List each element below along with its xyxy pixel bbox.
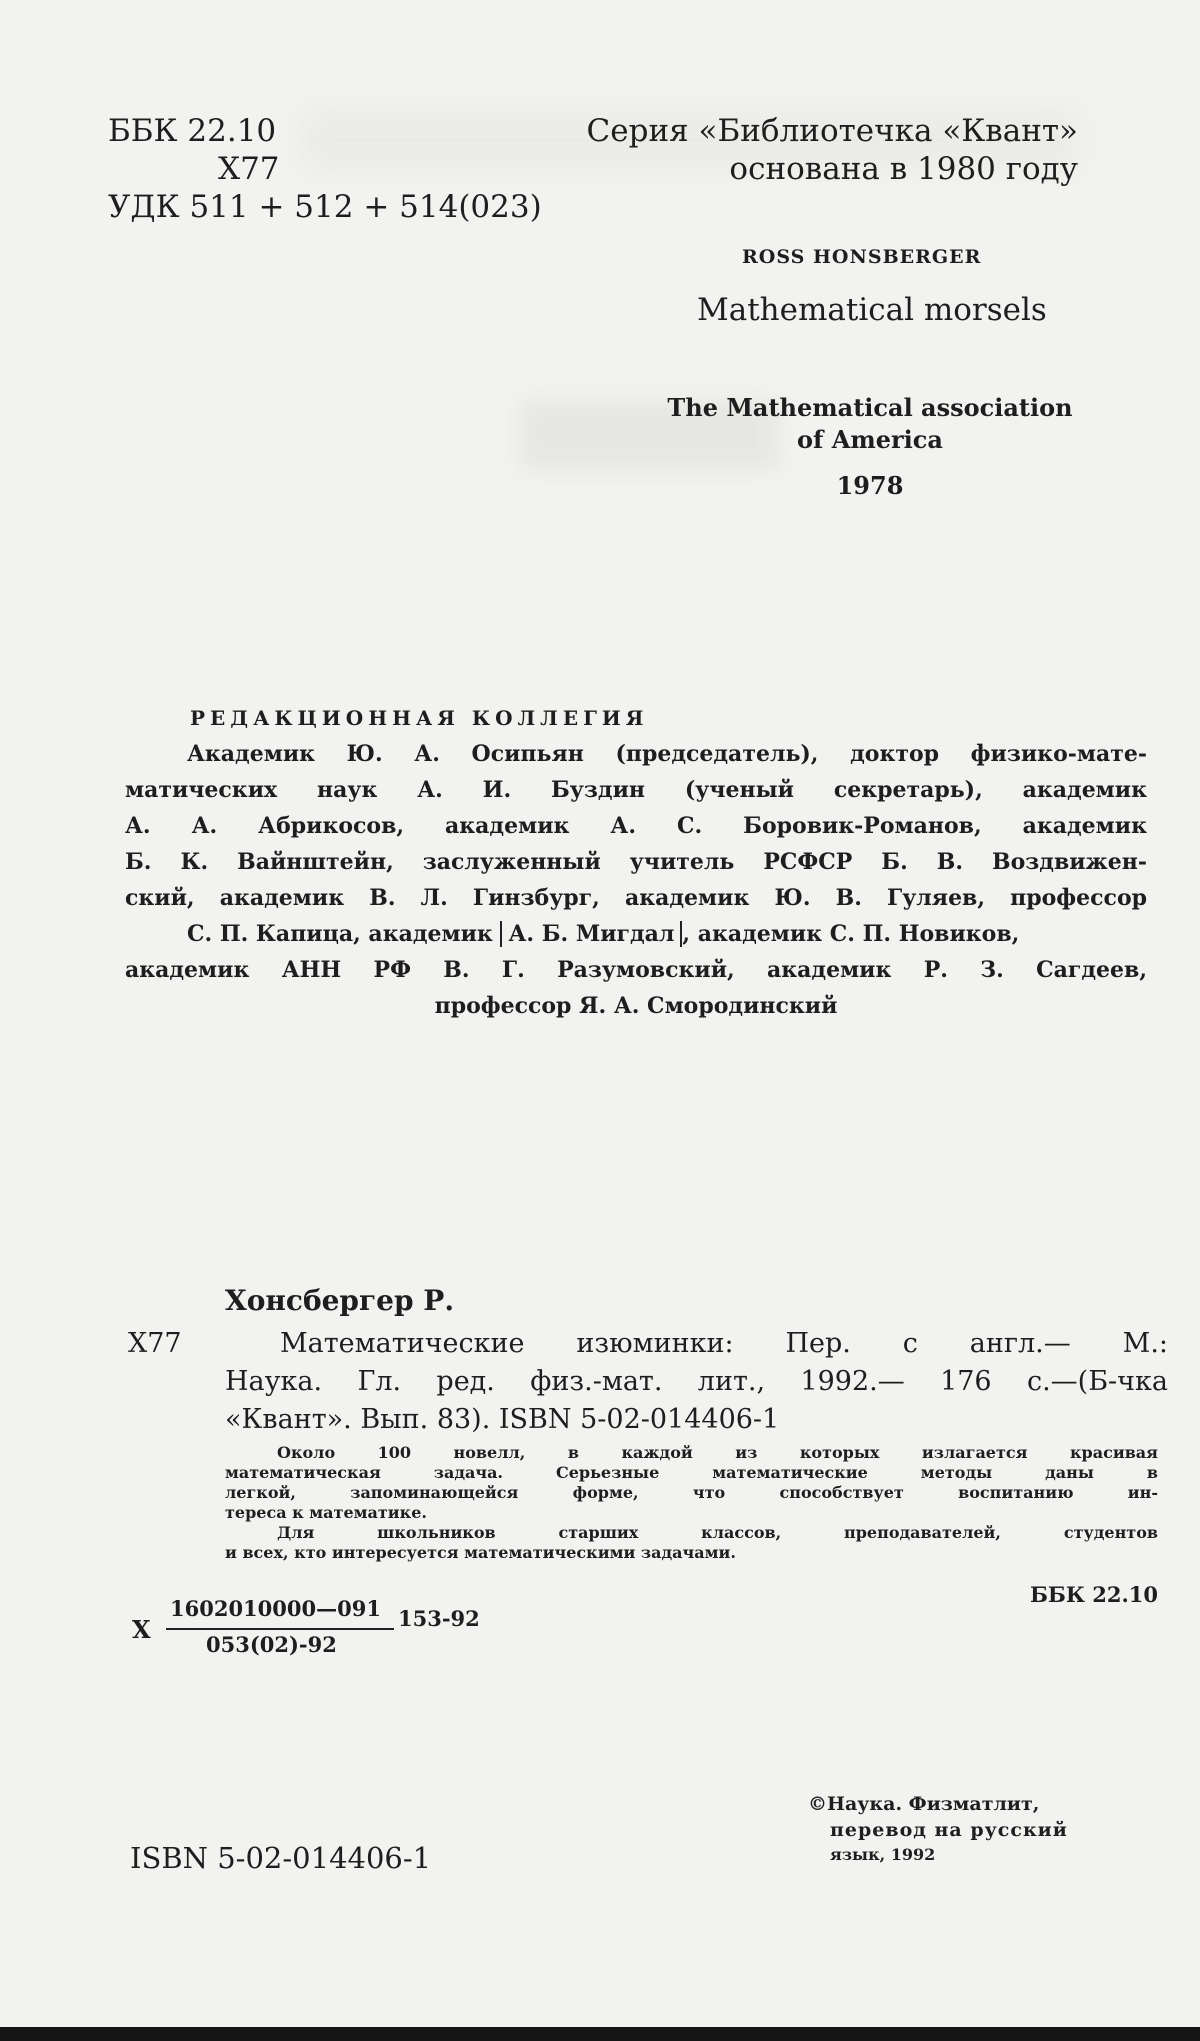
- annotation-line: Для школьников старших классов, преподавателей, студентов: [277, 1523, 1158, 1542]
- board-line: Б. К. Вайнштейн, заслуженный учитель РСФСР Б. В. Воздвижен-: [125, 849, 1147, 875]
- editorial-board-heading: РЕДАКЦИОННАЯ КОЛЛЕГИЯ: [190, 706, 649, 730]
- board-line: А. А. Абрикосов, академик А. С. Боровик-Романов, академик: [125, 813, 1147, 839]
- catalog-author: Хонсбергер Р.: [225, 1284, 455, 1317]
- original-title: Mathematical morsels: [697, 292, 1047, 328]
- bbk-code: ББК 22.10: [108, 113, 277, 149]
- annotation-line: тереса к математике.: [225, 1503, 427, 1522]
- catalog-line-2: Наука. Гл. ред. физ.-мат. лит., 1992.— 176 с.—(Б-чка: [225, 1366, 1168, 1397]
- formula-denominator: 053(02)-92: [206, 1632, 337, 1657]
- series-line-2: основана в 1980 году: [729, 151, 1078, 187]
- copyright-line-1: ©Наука. Физматлит,: [808, 1793, 1040, 1815]
- udk-code: УДК 511 + 512 + 514(023): [108, 189, 542, 225]
- original-author: ROSS HONSBERGER: [742, 246, 982, 268]
- board-line: Академик Ю. А. Осипьян (председатель), доктор физико-мате-: [187, 741, 1147, 767]
- annotation-line: легкой, запоминающейся форме, что способствует воспитанию ин-: [225, 1483, 1158, 1502]
- copyright-line-2: перевод на русский: [830, 1819, 1068, 1841]
- catalog-bbk: ББК 22.10: [1029, 1582, 1158, 1607]
- memorial-box: А. Б. Мигдал: [500, 921, 682, 947]
- original-publisher-line-1: The Mathematical association: [667, 393, 1073, 422]
- board-line: профессор Я. А. Смородинский: [434, 993, 838, 1019]
- annotation-line: Около 100 новелл, в каждой из которых излагается красивая: [277, 1443, 1158, 1462]
- original-year: 1978: [836, 471, 904, 500]
- original-publisher-line-2: of America: [797, 425, 943, 454]
- annotation-line: и всех, кто интересуется математическими задачами.: [225, 1543, 736, 1562]
- catalog-line-1: Математические изюминки: Пер. с англ.— М.:: [280, 1328, 1168, 1359]
- board-line: [125, 916, 1147, 952]
- formula-x: X: [132, 1615, 151, 1644]
- formula-fraction-bar: [166, 1628, 394, 1630]
- catalog-line-3: «Квант». Вып. 83). ISBN 5-02-014406-1: [225, 1404, 780, 1435]
- board-line-start: С. П. Капица, академик: [187, 921, 493, 947]
- scan-edge-bar: [0, 2027, 1200, 2041]
- footer-isbn: ISBN 5-02-014406-1: [130, 1841, 432, 1875]
- board-line: академик АНН РФ В. Г. Разумовский, академик Р. З. Сагдеев,: [125, 957, 1147, 983]
- board-line-end: , академик С. П. Новиков,: [682, 921, 1020, 947]
- editorial-board: [125, 736, 1147, 1024]
- board-line: ский, академик В. Л. Гинзбург, академик Ю. В. Гуляев, профессор: [125, 885, 1147, 911]
- copyright-line-3: язык, 1992: [830, 1845, 936, 1864]
- series-line-1: Серия «Библиотечка «Квант»: [586, 113, 1078, 149]
- author-mark: X77: [218, 151, 280, 187]
- annotation-line: математическая задача. Серьезные математические методы даны в: [225, 1463, 1158, 1482]
- formula-numerator: 1602010000—091: [170, 1596, 381, 1621]
- formula-suffix: 153-92: [398, 1606, 480, 1631]
- catalog-annotation: [225, 1443, 1158, 1563]
- bleed-through-title-shadow: [150, 560, 910, 760]
- board-line: матических наук А. И. Буздин (ученый секретарь), академик: [125, 777, 1147, 803]
- catalog-code: X77: [128, 1328, 182, 1359]
